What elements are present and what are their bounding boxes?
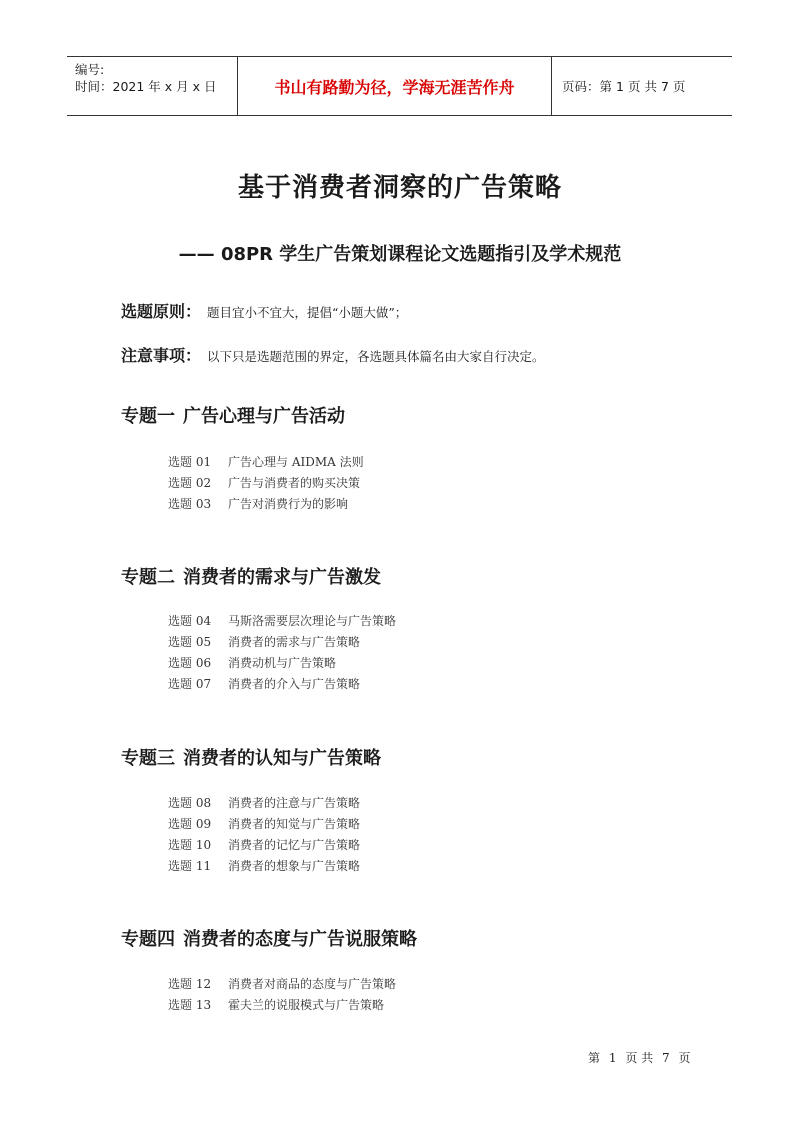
section-number: 专题一 bbox=[121, 406, 175, 427]
topic-title: 消费者的想象与广告策略 bbox=[228, 859, 361, 873]
topic-id: 选题 03 bbox=[168, 497, 212, 511]
topic-title: 广告心理与 AIDMA 法则 bbox=[228, 455, 364, 469]
section-heading bbox=[121, 563, 381, 589]
selection-principle bbox=[121, 299, 407, 322]
list-item bbox=[168, 856, 360, 877]
page-total: 7 bbox=[660, 78, 669, 94]
footer-current-page: 1 bbox=[608, 1051, 617, 1065]
topic-title: 消费动机与广告策略 bbox=[228, 656, 337, 670]
topic-id: 选题 02 bbox=[168, 476, 212, 490]
section-number: 专题三 bbox=[121, 748, 175, 769]
topic-id: 选题 09 bbox=[168, 817, 212, 831]
list-item bbox=[168, 452, 364, 473]
list-item bbox=[168, 995, 396, 1016]
page-label-suffix: 页 bbox=[672, 79, 686, 94]
topic-list bbox=[168, 611, 396, 695]
page-label-mid: 页 共 bbox=[627, 79, 657, 94]
page-current: 1 bbox=[616, 78, 624, 94]
topic-id: 选题 04 bbox=[168, 614, 212, 628]
principle-text: 题目宜小不宜大，提倡“小题大做”； bbox=[207, 305, 408, 320]
topic-id: 选题 10 bbox=[168, 838, 212, 852]
page-footer bbox=[588, 1049, 690, 1066]
time-label: 时间：2021 年 x 月 x 日 bbox=[75, 79, 217, 94]
number-label: 编号: bbox=[75, 62, 105, 77]
list-item bbox=[168, 974, 396, 995]
list-item bbox=[168, 653, 396, 674]
list-item bbox=[168, 632, 396, 653]
list-item bbox=[168, 611, 396, 632]
footer-suffix: 页 bbox=[678, 1051, 691, 1065]
header-meta bbox=[67, 57, 237, 115]
section-name: 广告心理与广告活动 bbox=[183, 406, 345, 427]
section-name: 消费者的态度与广告说服策略 bbox=[183, 929, 417, 950]
section-name: 消费者的认知与广告策略 bbox=[183, 748, 381, 769]
topic-title: 马斯洛需要层次理论与广告策略 bbox=[228, 614, 397, 628]
section-heading bbox=[121, 925, 417, 951]
section-name: 消费者的需求与广告激发 bbox=[183, 567, 381, 588]
footer-prefix: 第 bbox=[588, 1051, 601, 1065]
section-heading bbox=[121, 402, 345, 428]
document-title: 基于消费者洞察的广告策略 bbox=[237, 173, 562, 203]
list-item bbox=[168, 473, 364, 494]
list-item bbox=[168, 494, 364, 515]
topic-id: 选题 06 bbox=[168, 656, 212, 670]
topic-title: 消费者的记忆与广告策略 bbox=[228, 838, 361, 852]
section-number: 专题四 bbox=[121, 929, 175, 950]
topic-id: 选题 11 bbox=[168, 859, 212, 873]
list-item bbox=[168, 814, 360, 835]
topic-id: 选题 13 bbox=[168, 998, 212, 1012]
topic-list bbox=[168, 974, 396, 1016]
topic-title: 消费者对商品的态度与广告策略 bbox=[228, 977, 397, 991]
page-label-prefix: 页码：第 bbox=[562, 79, 613, 94]
section-heading bbox=[121, 744, 381, 770]
attention-text: 以下只是选题范围的界定，各选题具体篇名由大家自行决定。 bbox=[207, 349, 545, 364]
principle-label: 选题原则： bbox=[121, 302, 202, 321]
list-item bbox=[168, 793, 360, 814]
topic-title: 广告对消费行为的影响 bbox=[228, 497, 349, 511]
topic-list bbox=[168, 793, 360, 877]
topic-id: 选题 05 bbox=[168, 635, 212, 649]
topic-title: 消费者的需求与广告策略 bbox=[228, 635, 361, 649]
topic-title: 霍夫兰的说服模式与广告策略 bbox=[228, 998, 385, 1012]
attention-label: 注意事项： bbox=[121, 346, 202, 365]
topic-id: 选题 08 bbox=[168, 796, 212, 810]
footer-mid: 页 共 bbox=[625, 1051, 654, 1065]
section-number: 专题二 bbox=[121, 567, 175, 588]
topic-id: 选题 07 bbox=[168, 677, 212, 691]
topic-title: 广告与消费者的购买决策 bbox=[228, 476, 361, 490]
document-subtitle: —— 08PR 学生广告策划课程论文选题指引及学术规范 bbox=[178, 244, 622, 265]
header-motto: 书山有路勤为径，学海无涯苦作舟 bbox=[237, 57, 552, 115]
topic-id: 选题 12 bbox=[168, 977, 212, 991]
document-header bbox=[67, 56, 732, 116]
list-item bbox=[168, 674, 396, 695]
topic-title: 消费者的注意与广告策略 bbox=[228, 796, 361, 810]
footer-total-pages: 7 bbox=[661, 1051, 670, 1065]
topic-id: 选题 01 bbox=[168, 455, 212, 469]
header-page-indicator bbox=[552, 57, 732, 115]
topic-title: 消费者的知觉与广告策略 bbox=[228, 817, 361, 831]
topic-title: 消费者的介入与广告策略 bbox=[228, 677, 361, 691]
list-item bbox=[168, 835, 360, 856]
attention-note bbox=[121, 343, 545, 366]
topic-list bbox=[168, 452, 364, 515]
